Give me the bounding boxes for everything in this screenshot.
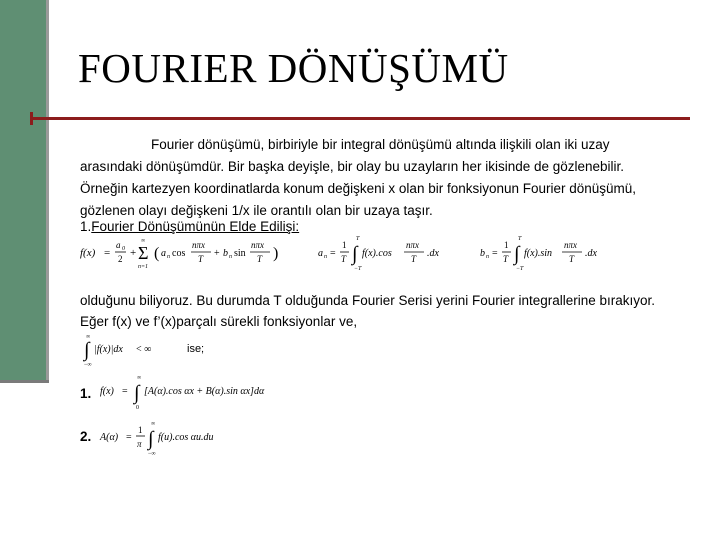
svg-text:∫: ∫ <box>84 339 90 361</box>
equation-condition <box>84 334 164 371</box>
svg-text:=: = <box>492 248 498 259</box>
svg-text:T: T <box>503 254 509 264</box>
svg-text:=: = <box>330 248 336 259</box>
svg-text:n: n <box>229 254 232 260</box>
integral-1-formula <box>100 374 300 414</box>
svg-text:a: a <box>116 240 121 250</box>
svg-text:T: T <box>518 236 522 242</box>
svg-text:T: T <box>257 254 263 264</box>
svg-text:0: 0 <box>136 405 139 411</box>
svg-text:∫: ∫ <box>148 428 154 450</box>
svg-text:∫: ∫ <box>134 382 140 404</box>
fourier-series-formula <box>80 234 290 274</box>
svg-text:b: b <box>480 248 485 259</box>
sidebar-accent <box>0 0 46 383</box>
body-line: Eğer f(x) ve f’(x)parçalı sürekli fonksiyonlar ve, <box>80 314 358 329</box>
svg-text:n: n <box>324 254 327 260</box>
svg-text:π: π <box>137 439 142 449</box>
condition-formula <box>84 334 164 368</box>
equation-bn <box>480 234 610 277</box>
svg-text:+: + <box>130 247 137 259</box>
svg-text:.dx: .dx <box>585 248 597 259</box>
section-heading-text: Fourier Dönüşümünün Elde Edilişi: <box>91 219 300 234</box>
svg-text:nπx: nπx <box>251 240 265 250</box>
svg-text:T: T <box>198 254 204 264</box>
svg-text:< ∞: < ∞ <box>136 344 152 355</box>
body-paragraph <box>80 290 700 332</box>
item-1-label: 1. <box>80 386 92 401</box>
svg-text:=: = <box>126 432 132 443</box>
svg-text:A(α): A(α) <box>100 432 119 443</box>
svg-text:=: = <box>104 247 111 259</box>
svg-text:f(x): f(x) <box>100 386 114 397</box>
svg-text:cos: cos <box>172 248 186 259</box>
svg-text:−∞: −∞ <box>148 451 156 457</box>
svg-text:2: 2 <box>118 254 123 264</box>
svg-text:∞: ∞ <box>86 334 91 340</box>
svg-text:Σ: Σ <box>138 243 149 263</box>
svg-text:|f(x)|dx: |f(x)|dx <box>94 344 123 355</box>
condition-suffix: ise; <box>187 343 205 355</box>
equation-integral-1 <box>100 374 300 417</box>
svg-text:b: b <box>223 248 228 259</box>
svg-text:sin: sin <box>234 248 246 259</box>
title-rule <box>30 117 690 120</box>
svg-text:−T: −T <box>354 266 362 272</box>
svg-text:1: 1 <box>138 425 143 435</box>
intro-line: gözlenen olayı değişkeni 1/x ile orantılı olan bir uzaya taşır. <box>80 203 433 218</box>
body-line: olduğunu biliyoruz. Bu durumda T olduğunda Fourier Serisi yerini Fourier integrallerine bırakıyor. <box>80 293 656 308</box>
svg-text:=: = <box>122 386 128 397</box>
svg-text:T: T <box>341 254 347 264</box>
svg-text:∫: ∫ <box>352 243 358 265</box>
svg-text:∞: ∞ <box>141 238 146 244</box>
an-formula <box>318 234 448 274</box>
svg-text:f(u).cos αu.du: f(u).cos αu.du <box>158 432 214 443</box>
sidebar-shadow <box>46 0 49 383</box>
svg-text:T: T <box>356 236 360 242</box>
svg-text:nπx: nπx <box>192 240 206 250</box>
svg-text:1: 1 <box>504 240 509 250</box>
equation-integral-2 <box>100 420 250 463</box>
svg-text:nπx: nπx <box>564 240 578 250</box>
svg-text:f(x).cos: f(x).cos <box>362 248 392 259</box>
section-number: 1. <box>80 219 92 234</box>
svg-text:n=1: n=1 <box>138 264 149 270</box>
svg-text:f(x): f(x) <box>80 247 96 259</box>
slide-title: FOURIER DÖNÜŞÜMÜ <box>78 45 509 91</box>
svg-text:T: T <box>569 254 575 264</box>
svg-text:): ) <box>273 245 279 262</box>
intro-line: Örneğin kartezyen koordinatlarda konum değişkeni x olan bir fonksiyonun Fourier dönüşümü, <box>80 181 637 196</box>
equation-fourier-series <box>80 234 290 277</box>
intro-line: arasındaki dönüşümdür. Bir başka deyişle, bir olay bu uzayların her ikisinde de gözlenebilir. <box>80 159 625 174</box>
equation-an <box>318 234 448 277</box>
intro-paragraph <box>80 134 690 222</box>
svg-text:∫: ∫ <box>514 243 520 265</box>
svg-text:0: 0 <box>122 246 125 252</box>
section-heading <box>80 219 299 234</box>
svg-text:∞: ∞ <box>151 421 156 427</box>
svg-text:nπx: nπx <box>406 240 420 250</box>
svg-text:.dx: .dx <box>427 248 439 259</box>
svg-text:f(x).sin: f(x).sin <box>524 248 553 259</box>
svg-text:a: a <box>318 248 323 259</box>
svg-text:a: a <box>161 248 166 259</box>
svg-text:n: n <box>486 254 489 260</box>
svg-text:∞: ∞ <box>137 375 142 381</box>
svg-text:1: 1 <box>342 240 347 250</box>
sidebar-bottom-edge <box>0 380 49 383</box>
svg-text:(: ( <box>154 245 160 262</box>
svg-text:[A(α).cos αx + B(α).sin αx]dα: [A(α).cos αx + B(α).sin αx]dα <box>144 386 265 397</box>
svg-text:n: n <box>167 254 170 260</box>
svg-text:−T: −T <box>516 266 524 272</box>
svg-text:+: + <box>214 248 220 259</box>
item-2-label: 2. <box>80 429 92 444</box>
svg-text:T: T <box>411 254 417 264</box>
svg-text:−∞: −∞ <box>84 362 92 368</box>
bn-formula <box>480 234 610 274</box>
intro-line: Fourier dönüşümü, birbiriyle bir integral dönüşümü altında ilişkili olan iki uzay <box>151 137 610 152</box>
integral-2-formula <box>100 420 250 460</box>
